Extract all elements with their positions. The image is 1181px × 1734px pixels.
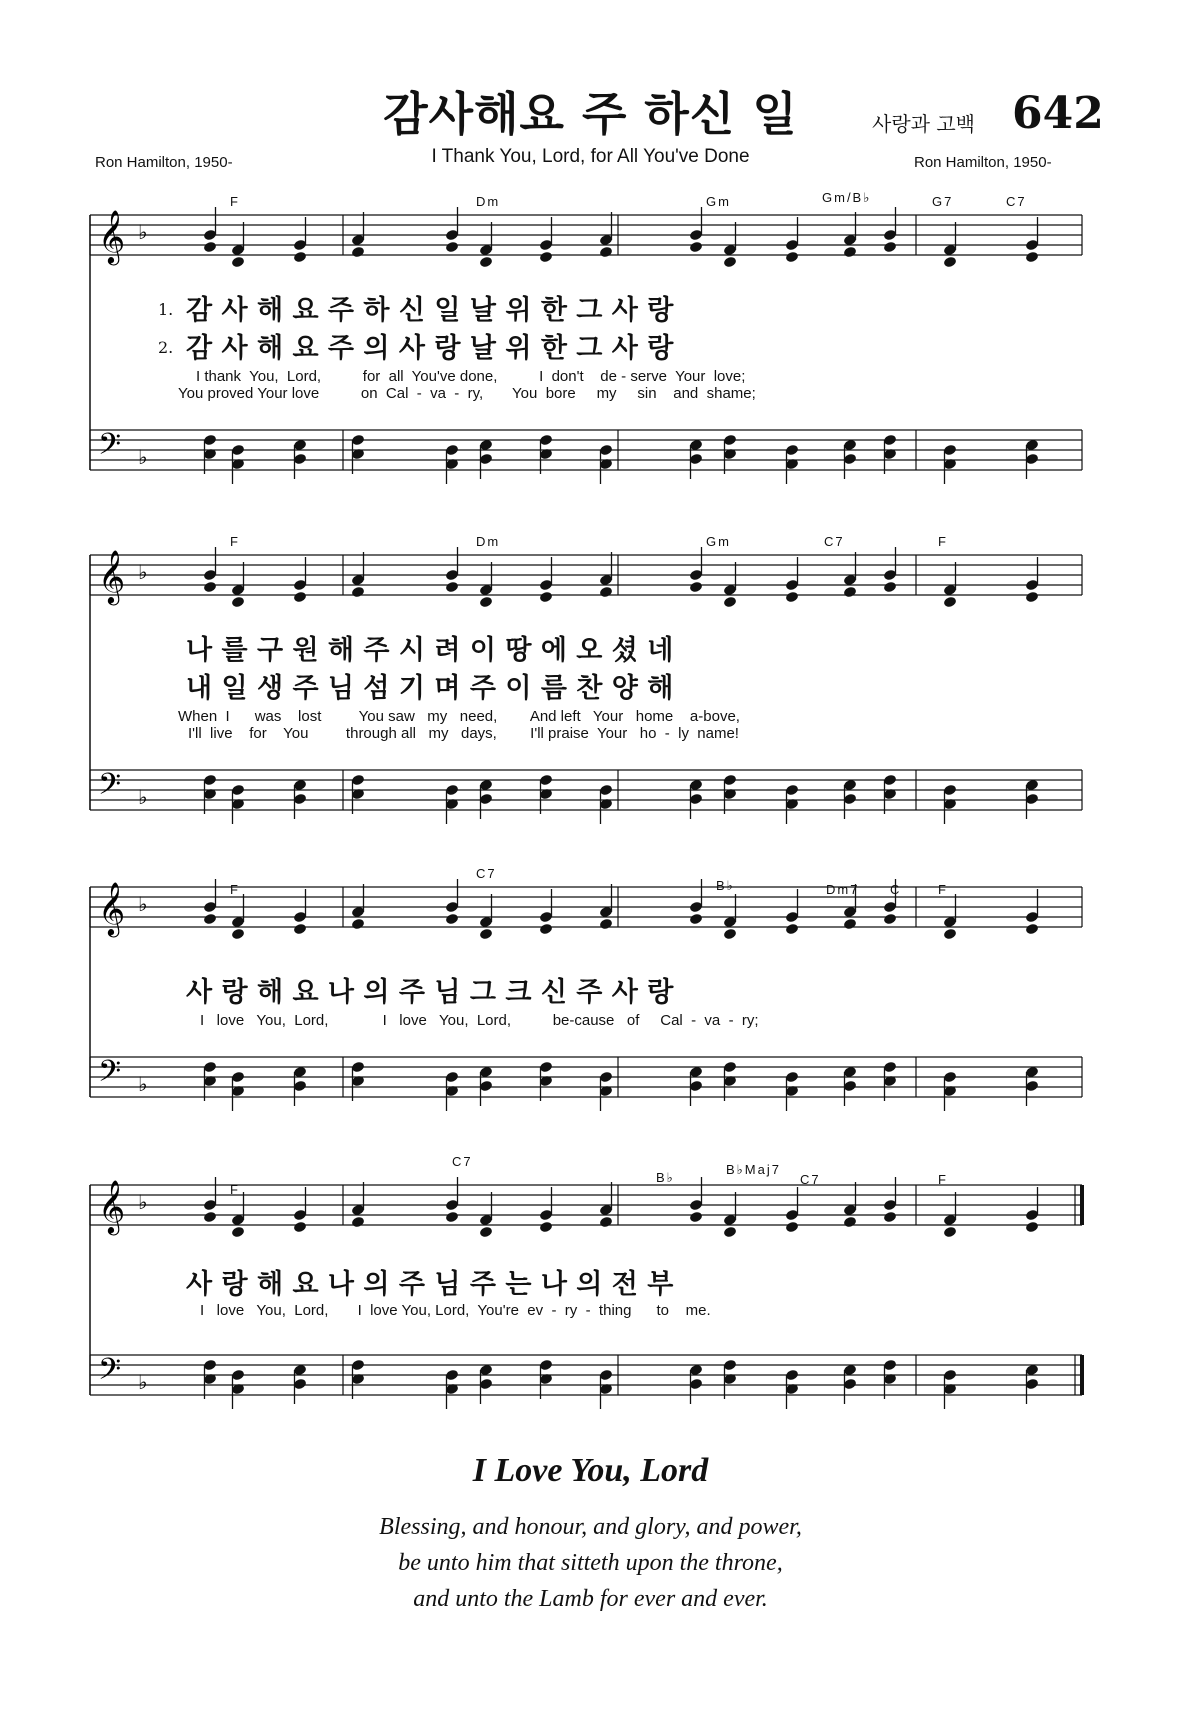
chord-symbol: Gm: [706, 194, 731, 209]
hymn-title-korean: 감사해요 주 하신 일: [383, 87, 798, 141]
chord-symbol: B♭Maj7: [726, 1162, 781, 1177]
verse-number: 1.: [158, 300, 174, 319]
chord-symbol: G7: [932, 194, 954, 209]
chord-symbol: C: [890, 882, 902, 897]
hymn-category: 사랑과 고백: [872, 112, 975, 136]
chord-symbol: C7: [476, 866, 497, 881]
lyric-korean: 사 랑 해 요 나 의 주 님 주 는 나 의 전 부: [186, 1269, 674, 1300]
chord-symbol: C7: [800, 1172, 821, 1187]
music-system-2: [0, 530, 1181, 830]
lyric-korean: 내 일 생 주 님 섬 기 며 주 이 름 찬 양 해: [186, 673, 674, 704]
composer-credit: Ron Hamilton, 1950-: [914, 154, 1052, 171]
chord-symbol: F: [938, 882, 948, 897]
chord-symbol: Gm: [706, 534, 731, 549]
lyric-korean: 감 사 해 요 주 하 신 일 날 위 한 그 사 랑: [186, 295, 674, 326]
chord-symbol: F: [230, 194, 240, 209]
hymn-number: 642: [1012, 88, 1104, 139]
bass-clef-icon: 𝄢: [98, 768, 122, 809]
lyric-korean: 감 사 해 요 주 의 사 랑 날 위 한 그 사 랑: [186, 333, 674, 364]
flat-icon: ♭: [138, 1370, 148, 1394]
flat-icon: ♭: [138, 892, 148, 916]
chord-symbol: F: [938, 1172, 948, 1187]
chord-symbol: Gm/B♭: [822, 190, 872, 205]
treble-clef-icon: 𝄞: [98, 209, 126, 263]
music-system-3: [0, 862, 1181, 1102]
treble-clef-icon: 𝄞: [98, 1179, 126, 1233]
chord-symbol: B♭: [716, 878, 735, 893]
chord-symbol: Dm7: [826, 882, 860, 897]
chord-symbol: C7: [1006, 194, 1027, 209]
chord-symbol: B♭: [656, 1170, 675, 1185]
lyric-english: You proved Your love on Cal - va - ry, You bore my sin and shame;: [178, 385, 756, 402]
music-system-1: [0, 190, 1181, 490]
music-system-4: [0, 1150, 1181, 1410]
verse-number: 2.: [158, 338, 174, 357]
footer-title: I Love You, Lord: [472, 1452, 709, 1489]
treble-clef-icon: 𝄞: [98, 549, 126, 603]
bass-clef-icon: 𝄢: [98, 1055, 122, 1096]
chord-symbol: Dm: [476, 534, 501, 549]
flat-icon: ♭: [138, 1190, 148, 1214]
chord-symbol: F: [230, 1182, 240, 1197]
lyric-korean: 사 랑 해 요 나 의 주 님 그 크 신 주 사 랑: [186, 977, 674, 1008]
footer-verse-line: Blessing, and honour, and glory, and power,: [379, 1514, 802, 1540]
lyric-english: I love You, Lord, I love You, Lord, be-cause of Cal - va - ry;: [200, 1012, 759, 1029]
lyric-english: I'll live for You through all my days, I'll praise Your ho - ly name!: [188, 725, 739, 742]
lyric-english: When I was lost You saw my need, And left Your home a-bove,: [178, 708, 740, 725]
bass-clef-icon: 𝄢: [98, 428, 122, 469]
chord-symbol: C7: [452, 1154, 473, 1169]
chord-symbol: F: [230, 882, 240, 897]
flat-icon: ♭: [138, 445, 148, 469]
chord-symbol: C7: [824, 534, 845, 549]
treble-clef-icon: 𝄞: [98, 881, 126, 935]
footer-verse-line: be unto him that sitteth upon the throne,: [398, 1550, 783, 1576]
flat-icon: ♭: [138, 1072, 148, 1096]
lyricist-credit: Ron Hamilton, 1950-: [95, 154, 233, 171]
flat-icon: ♭: [138, 785, 148, 809]
lyric-english: I love You, Lord, I love You, Lord, You're ev - ry - thing to me.: [200, 1302, 711, 1319]
chord-symbol: F: [230, 534, 240, 549]
flat-icon: ♭: [138, 560, 148, 584]
lyric-korean: 나 를 구 원 해 주 시 려 이 땅 에 오 셨 네: [186, 635, 674, 666]
hymn-title-english: I Thank You, Lord, for All You've Done: [431, 146, 750, 167]
footer-verse-line: and unto the Lamb for ever and ever.: [413, 1586, 768, 1612]
chord-symbol: Dm: [476, 194, 501, 209]
chord-symbol: F: [938, 534, 948, 549]
flat-icon: ♭: [138, 220, 148, 244]
lyric-english: I thank You, Lord, for all You've done, I don't de - serve Your love;: [196, 368, 746, 385]
bass-clef-icon: 𝄢: [98, 1353, 122, 1394]
